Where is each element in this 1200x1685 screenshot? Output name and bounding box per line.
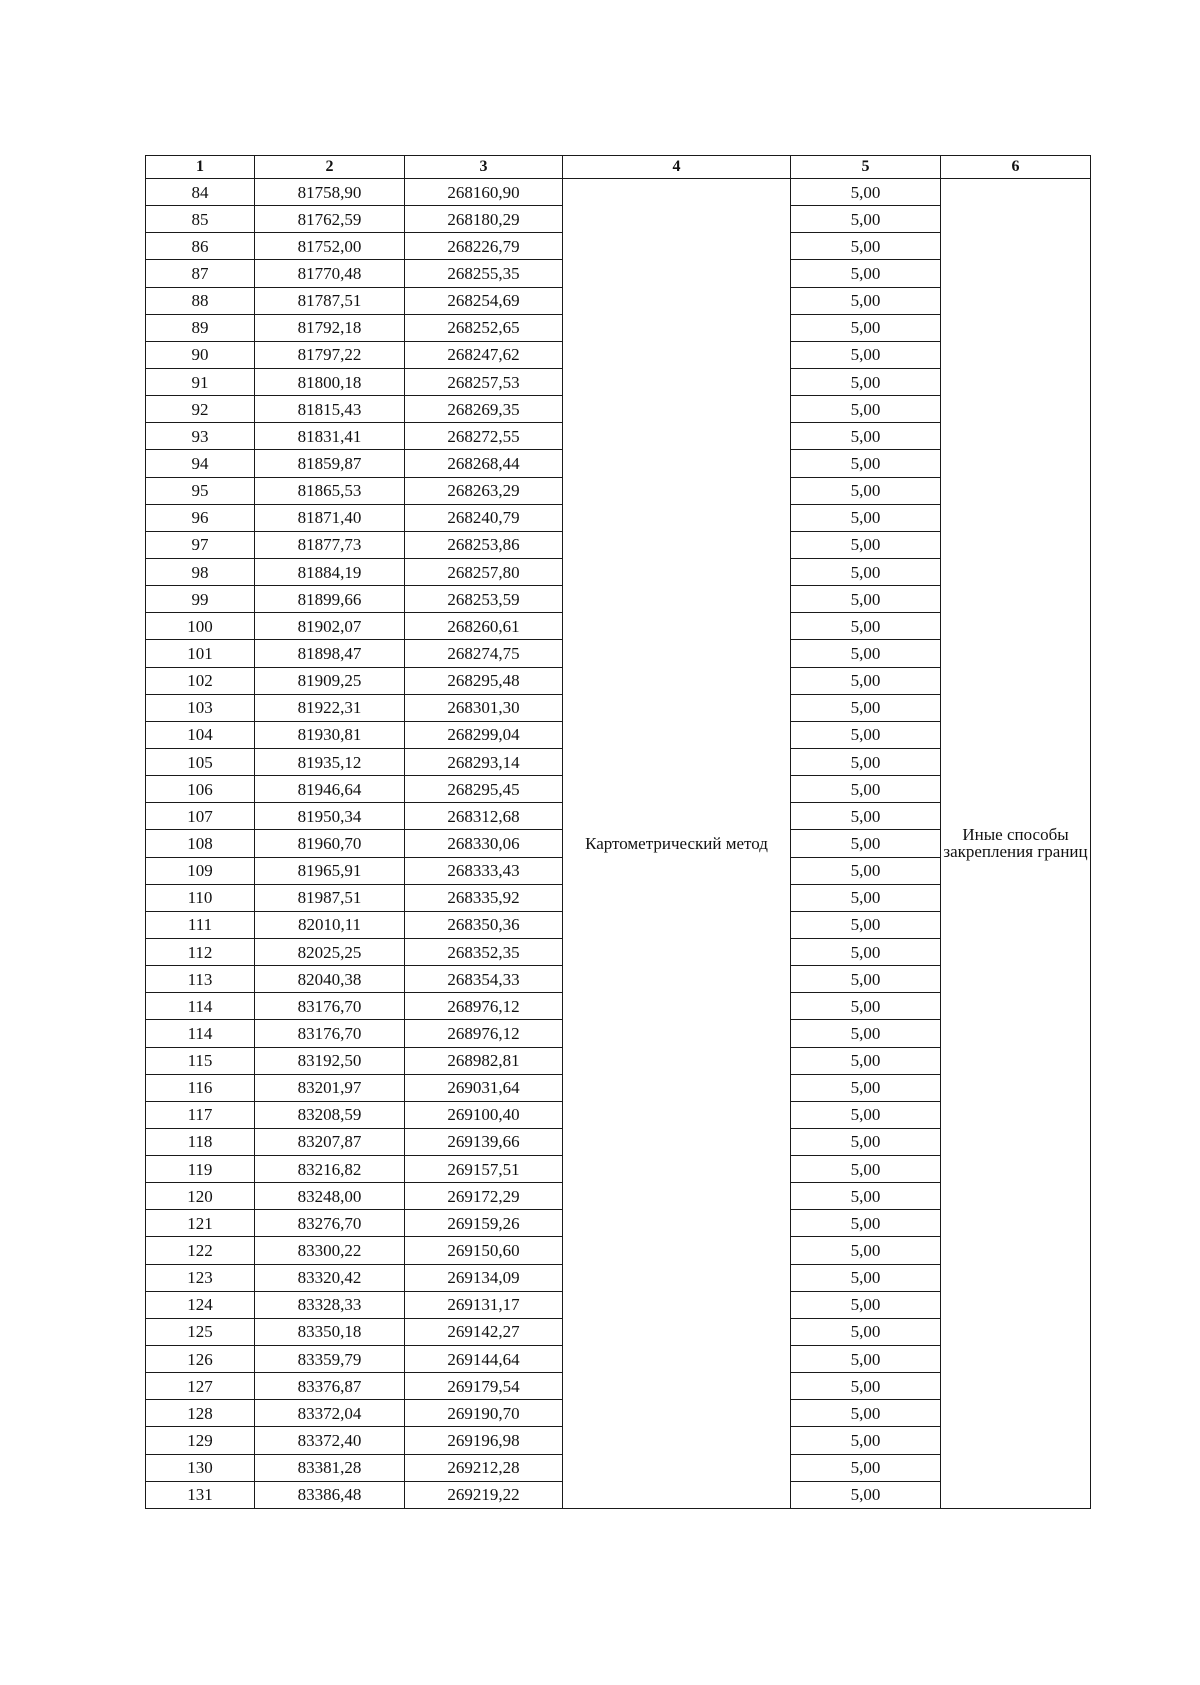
point-number-cell: 109 — [146, 857, 255, 884]
x-coordinate-cell: 81859,87 — [255, 450, 405, 477]
point-number-cell: 100 — [146, 613, 255, 640]
x-coordinate-cell: 83201,97 — [255, 1074, 405, 1101]
accuracy-cell: 5,00 — [791, 1373, 941, 1400]
point-number-cell: 108 — [146, 830, 255, 857]
point-number-cell: 119 — [146, 1156, 255, 1183]
point-number-cell: 116 — [146, 1074, 255, 1101]
header-col-2: 2 — [255, 156, 405, 179]
point-number-cell: 95 — [146, 477, 255, 504]
point-number-cell: 125 — [146, 1318, 255, 1345]
accuracy-cell: 5,00 — [791, 206, 941, 233]
y-coordinate-cell: 268299,04 — [405, 721, 563, 748]
y-coordinate-cell: 269100,40 — [405, 1101, 563, 1128]
point-number-cell: 120 — [146, 1183, 255, 1210]
point-number-cell: 86 — [146, 233, 255, 260]
accuracy-cell: 5,00 — [791, 1047, 941, 1074]
accuracy-cell: 5,00 — [791, 1237, 941, 1264]
x-coordinate-cell: 83208,59 — [255, 1101, 405, 1128]
point-number-cell: 84 — [146, 179, 255, 206]
table-row — [146, 179, 1091, 206]
y-coordinate-cell: 268160,90 — [405, 179, 563, 206]
accuracy-cell: 5,00 — [791, 966, 941, 993]
accuracy-cell: 5,00 — [791, 586, 941, 613]
x-coordinate-cell: 83386,48 — [255, 1481, 405, 1508]
y-coordinate-cell: 268247,62 — [405, 341, 563, 368]
accuracy-cell: 5,00 — [791, 1318, 941, 1345]
point-number-cell: 130 — [146, 1454, 255, 1481]
accuracy-cell: 5,00 — [791, 1454, 941, 1481]
point-number-cell: 118 — [146, 1128, 255, 1155]
y-coordinate-cell: 269031,64 — [405, 1074, 563, 1101]
point-number-cell: 112 — [146, 938, 255, 965]
x-coordinate-cell: 82025,25 — [255, 938, 405, 965]
header-col-4: 4 — [563, 156, 791, 179]
x-coordinate-cell: 81935,12 — [255, 748, 405, 775]
y-coordinate-cell: 269159,26 — [405, 1210, 563, 1237]
x-coordinate-cell: 81899,66 — [255, 586, 405, 613]
point-number-cell: 104 — [146, 721, 255, 748]
point-number-cell: 129 — [146, 1427, 255, 1454]
y-coordinate-cell: 268976,12 — [405, 1020, 563, 1047]
y-coordinate-cell: 268255,35 — [405, 260, 563, 287]
y-coordinate-cell: 269190,70 — [405, 1400, 563, 1427]
accuracy-cell: 5,00 — [791, 477, 941, 504]
accuracy-cell: 5,00 — [791, 531, 941, 558]
y-coordinate-cell: 268254,69 — [405, 287, 563, 314]
point-number-cell: 124 — [146, 1291, 255, 1318]
accuracy-cell: 5,00 — [791, 396, 941, 423]
y-coordinate-cell: 268350,36 — [405, 911, 563, 938]
x-coordinate-cell: 81987,51 — [255, 884, 405, 911]
x-coordinate-cell: 82010,11 — [255, 911, 405, 938]
y-coordinate-cell: 268252,65 — [405, 314, 563, 341]
x-coordinate-cell: 83176,70 — [255, 993, 405, 1020]
accuracy-cell: 5,00 — [791, 1183, 941, 1210]
point-number-cell: 102 — [146, 667, 255, 694]
x-coordinate-cell: 81950,34 — [255, 803, 405, 830]
accuracy-cell: 5,00 — [791, 884, 941, 911]
header-col-5: 5 — [791, 156, 941, 179]
y-coordinate-cell: 269196,98 — [405, 1427, 563, 1454]
y-coordinate-cell: 268253,86 — [405, 531, 563, 558]
point-number-cell: 126 — [146, 1346, 255, 1373]
x-coordinate-cell: 81898,47 — [255, 640, 405, 667]
accuracy-cell: 5,00 — [791, 423, 941, 450]
coordinates-table — [145, 155, 1091, 1509]
x-coordinate-cell: 81800,18 — [255, 368, 405, 395]
accuracy-cell: 5,00 — [791, 450, 941, 477]
point-number-cell: 114 — [146, 993, 255, 1020]
y-coordinate-cell: 269172,29 — [405, 1183, 563, 1210]
point-number-cell: 114 — [146, 1020, 255, 1047]
point-number-cell: 91 — [146, 368, 255, 395]
y-coordinate-cell: 269179,54 — [405, 1373, 563, 1400]
y-coordinate-cell: 269219,22 — [405, 1481, 563, 1508]
point-number-cell: 98 — [146, 558, 255, 585]
point-number-cell: 105 — [146, 748, 255, 775]
point-number-cell: 107 — [146, 803, 255, 830]
accuracy-cell: 5,00 — [791, 287, 941, 314]
x-coordinate-cell: 83176,70 — [255, 1020, 405, 1047]
point-number-cell: 99 — [146, 586, 255, 613]
y-coordinate-cell: 268240,79 — [405, 504, 563, 531]
x-coordinate-cell: 81877,73 — [255, 531, 405, 558]
x-coordinate-cell: 81946,64 — [255, 776, 405, 803]
y-coordinate-cell: 268263,29 — [405, 477, 563, 504]
point-number-cell: 113 — [146, 966, 255, 993]
x-coordinate-cell: 83248,00 — [255, 1183, 405, 1210]
point-number-cell: 96 — [146, 504, 255, 531]
point-number-cell: 97 — [146, 531, 255, 558]
x-coordinate-cell: 81902,07 — [255, 613, 405, 640]
y-coordinate-cell: 268333,43 — [405, 857, 563, 884]
accuracy-cell: 5,00 — [791, 1074, 941, 1101]
accuracy-cell: 5,00 — [791, 938, 941, 965]
y-coordinate-cell: 269157,51 — [405, 1156, 563, 1183]
point-number-cell: 85 — [146, 206, 255, 233]
x-coordinate-cell: 81930,81 — [255, 721, 405, 748]
x-coordinate-cell: 81815,43 — [255, 396, 405, 423]
x-coordinate-cell: 83192,50 — [255, 1047, 405, 1074]
accuracy-cell: 5,00 — [791, 613, 941, 640]
fixing-method-cell: Иные способы закрепления границ — [941, 179, 1091, 1509]
point-number-cell: 94 — [146, 450, 255, 477]
point-number-cell: 87 — [146, 260, 255, 287]
accuracy-cell: 5,00 — [791, 1264, 941, 1291]
x-coordinate-cell: 83216,82 — [255, 1156, 405, 1183]
accuracy-cell: 5,00 — [791, 748, 941, 775]
accuracy-cell: 5,00 — [791, 830, 941, 857]
x-coordinate-cell: 81831,41 — [255, 423, 405, 450]
point-number-cell: 127 — [146, 1373, 255, 1400]
accuracy-cell: 5,00 — [791, 260, 941, 287]
y-coordinate-cell: 269144,64 — [405, 1346, 563, 1373]
x-coordinate-cell: 83300,22 — [255, 1237, 405, 1264]
y-coordinate-cell: 268295,45 — [405, 776, 563, 803]
table-header — [146, 156, 1091, 179]
accuracy-cell: 5,00 — [791, 993, 941, 1020]
point-number-cell: 89 — [146, 314, 255, 341]
point-number-cell: 106 — [146, 776, 255, 803]
accuracy-cell: 5,00 — [791, 1400, 941, 1427]
x-coordinate-cell: 83350,18 — [255, 1318, 405, 1345]
y-coordinate-cell: 268269,35 — [405, 396, 563, 423]
point-number-cell: 90 — [146, 341, 255, 368]
y-coordinate-cell: 268352,35 — [405, 938, 563, 965]
accuracy-cell: 5,00 — [791, 911, 941, 938]
x-coordinate-cell: 83381,28 — [255, 1454, 405, 1481]
y-coordinate-cell: 268982,81 — [405, 1047, 563, 1074]
x-coordinate-cell: 81797,22 — [255, 341, 405, 368]
x-coordinate-cell: 81865,53 — [255, 477, 405, 504]
header-col-3: 3 — [405, 156, 563, 179]
accuracy-cell: 5,00 — [791, 803, 941, 830]
point-number-cell: 121 — [146, 1210, 255, 1237]
y-coordinate-cell: 268335,92 — [405, 884, 563, 911]
x-coordinate-cell: 81965,91 — [255, 857, 405, 884]
x-coordinate-cell: 83320,42 — [255, 1264, 405, 1291]
point-number-cell: 92 — [146, 396, 255, 423]
x-coordinate-cell: 83376,87 — [255, 1373, 405, 1400]
x-coordinate-cell: 81884,19 — [255, 558, 405, 585]
x-coordinate-cell: 81770,48 — [255, 260, 405, 287]
point-number-cell: 122 — [146, 1237, 255, 1264]
point-number-cell: 115 — [146, 1047, 255, 1074]
accuracy-cell: 5,00 — [791, 179, 941, 206]
header-col-6: 6 — [941, 156, 1091, 179]
x-coordinate-cell: 81752,00 — [255, 233, 405, 260]
x-coordinate-cell: 83276,70 — [255, 1210, 405, 1237]
accuracy-cell: 5,00 — [791, 776, 941, 803]
method-cell: Картометрический метод — [563, 179, 791, 1509]
x-coordinate-cell: 83328,33 — [255, 1291, 405, 1318]
accuracy-cell: 5,00 — [791, 857, 941, 884]
accuracy-cell: 5,00 — [791, 1156, 941, 1183]
x-coordinate-cell: 81909,25 — [255, 667, 405, 694]
point-number-cell: 103 — [146, 694, 255, 721]
y-coordinate-cell: 268274,75 — [405, 640, 563, 667]
y-coordinate-cell: 268293,14 — [405, 748, 563, 775]
accuracy-cell: 5,00 — [791, 1481, 941, 1508]
x-coordinate-cell: 81787,51 — [255, 287, 405, 314]
accuracy-cell: 5,00 — [791, 1101, 941, 1128]
point-number-cell: 117 — [146, 1101, 255, 1128]
accuracy-cell: 5,00 — [791, 694, 941, 721]
x-coordinate-cell: 83372,40 — [255, 1427, 405, 1454]
y-coordinate-cell: 268226,79 — [405, 233, 563, 260]
point-number-cell: 93 — [146, 423, 255, 450]
accuracy-cell: 5,00 — [791, 667, 941, 694]
accuracy-cell: 5,00 — [791, 1346, 941, 1373]
accuracy-cell: 5,00 — [791, 233, 941, 260]
y-coordinate-cell: 268354,33 — [405, 966, 563, 993]
x-coordinate-cell: 83359,79 — [255, 1346, 405, 1373]
x-coordinate-cell: 81762,59 — [255, 206, 405, 233]
y-coordinate-cell: 268257,80 — [405, 558, 563, 585]
y-coordinate-cell: 268976,12 — [405, 993, 563, 1020]
accuracy-cell: 5,00 — [791, 1020, 941, 1047]
point-number-cell: 111 — [146, 911, 255, 938]
header-row — [146, 156, 1091, 179]
accuracy-cell: 5,00 — [791, 1210, 941, 1237]
point-number-cell: 101 — [146, 640, 255, 667]
accuracy-cell: 5,00 — [791, 368, 941, 395]
accuracy-cell: 5,00 — [791, 1128, 941, 1155]
x-coordinate-cell: 81792,18 — [255, 314, 405, 341]
point-number-cell: 128 — [146, 1400, 255, 1427]
point-number-cell: 123 — [146, 1264, 255, 1291]
y-coordinate-cell: 268295,48 — [405, 667, 563, 694]
x-coordinate-cell: 83207,87 — [255, 1128, 405, 1155]
y-coordinate-cell: 268312,68 — [405, 803, 563, 830]
header-col-1: 1 — [146, 156, 255, 179]
y-coordinate-cell: 269134,09 — [405, 1264, 563, 1291]
y-coordinate-cell: 269142,27 — [405, 1318, 563, 1345]
point-number-cell: 131 — [146, 1481, 255, 1508]
y-coordinate-cell: 268330,06 — [405, 830, 563, 857]
y-coordinate-cell: 268257,53 — [405, 368, 563, 395]
accuracy-cell: 5,00 — [791, 721, 941, 748]
x-coordinate-cell: 81960,70 — [255, 830, 405, 857]
y-coordinate-cell: 269150,60 — [405, 1237, 563, 1264]
point-number-cell: 110 — [146, 884, 255, 911]
y-coordinate-cell: 268301,30 — [405, 694, 563, 721]
accuracy-cell: 5,00 — [791, 504, 941, 531]
x-coordinate-cell: 81871,40 — [255, 504, 405, 531]
y-coordinate-cell: 268260,61 — [405, 613, 563, 640]
accuracy-cell: 5,00 — [791, 1291, 941, 1318]
x-coordinate-cell: 82040,38 — [255, 966, 405, 993]
y-coordinate-cell: 269212,28 — [405, 1454, 563, 1481]
y-coordinate-cell: 268180,29 — [405, 206, 563, 233]
accuracy-cell: 5,00 — [791, 640, 941, 667]
point-number-cell: 88 — [146, 287, 255, 314]
y-coordinate-cell: 269139,66 — [405, 1128, 563, 1155]
table-body — [146, 179, 1091, 1509]
x-coordinate-cell: 81922,31 — [255, 694, 405, 721]
x-coordinate-cell: 83372,04 — [255, 1400, 405, 1427]
accuracy-cell: 5,00 — [791, 1427, 941, 1454]
accuracy-cell: 5,00 — [791, 314, 941, 341]
accuracy-cell: 5,00 — [791, 341, 941, 368]
y-coordinate-cell: 268253,59 — [405, 586, 563, 613]
y-coordinate-cell: 268268,44 — [405, 450, 563, 477]
y-coordinate-cell: 269131,17 — [405, 1291, 563, 1318]
x-coordinate-cell: 81758,90 — [255, 179, 405, 206]
y-coordinate-cell: 268272,55 — [405, 423, 563, 450]
accuracy-cell: 5,00 — [791, 558, 941, 585]
